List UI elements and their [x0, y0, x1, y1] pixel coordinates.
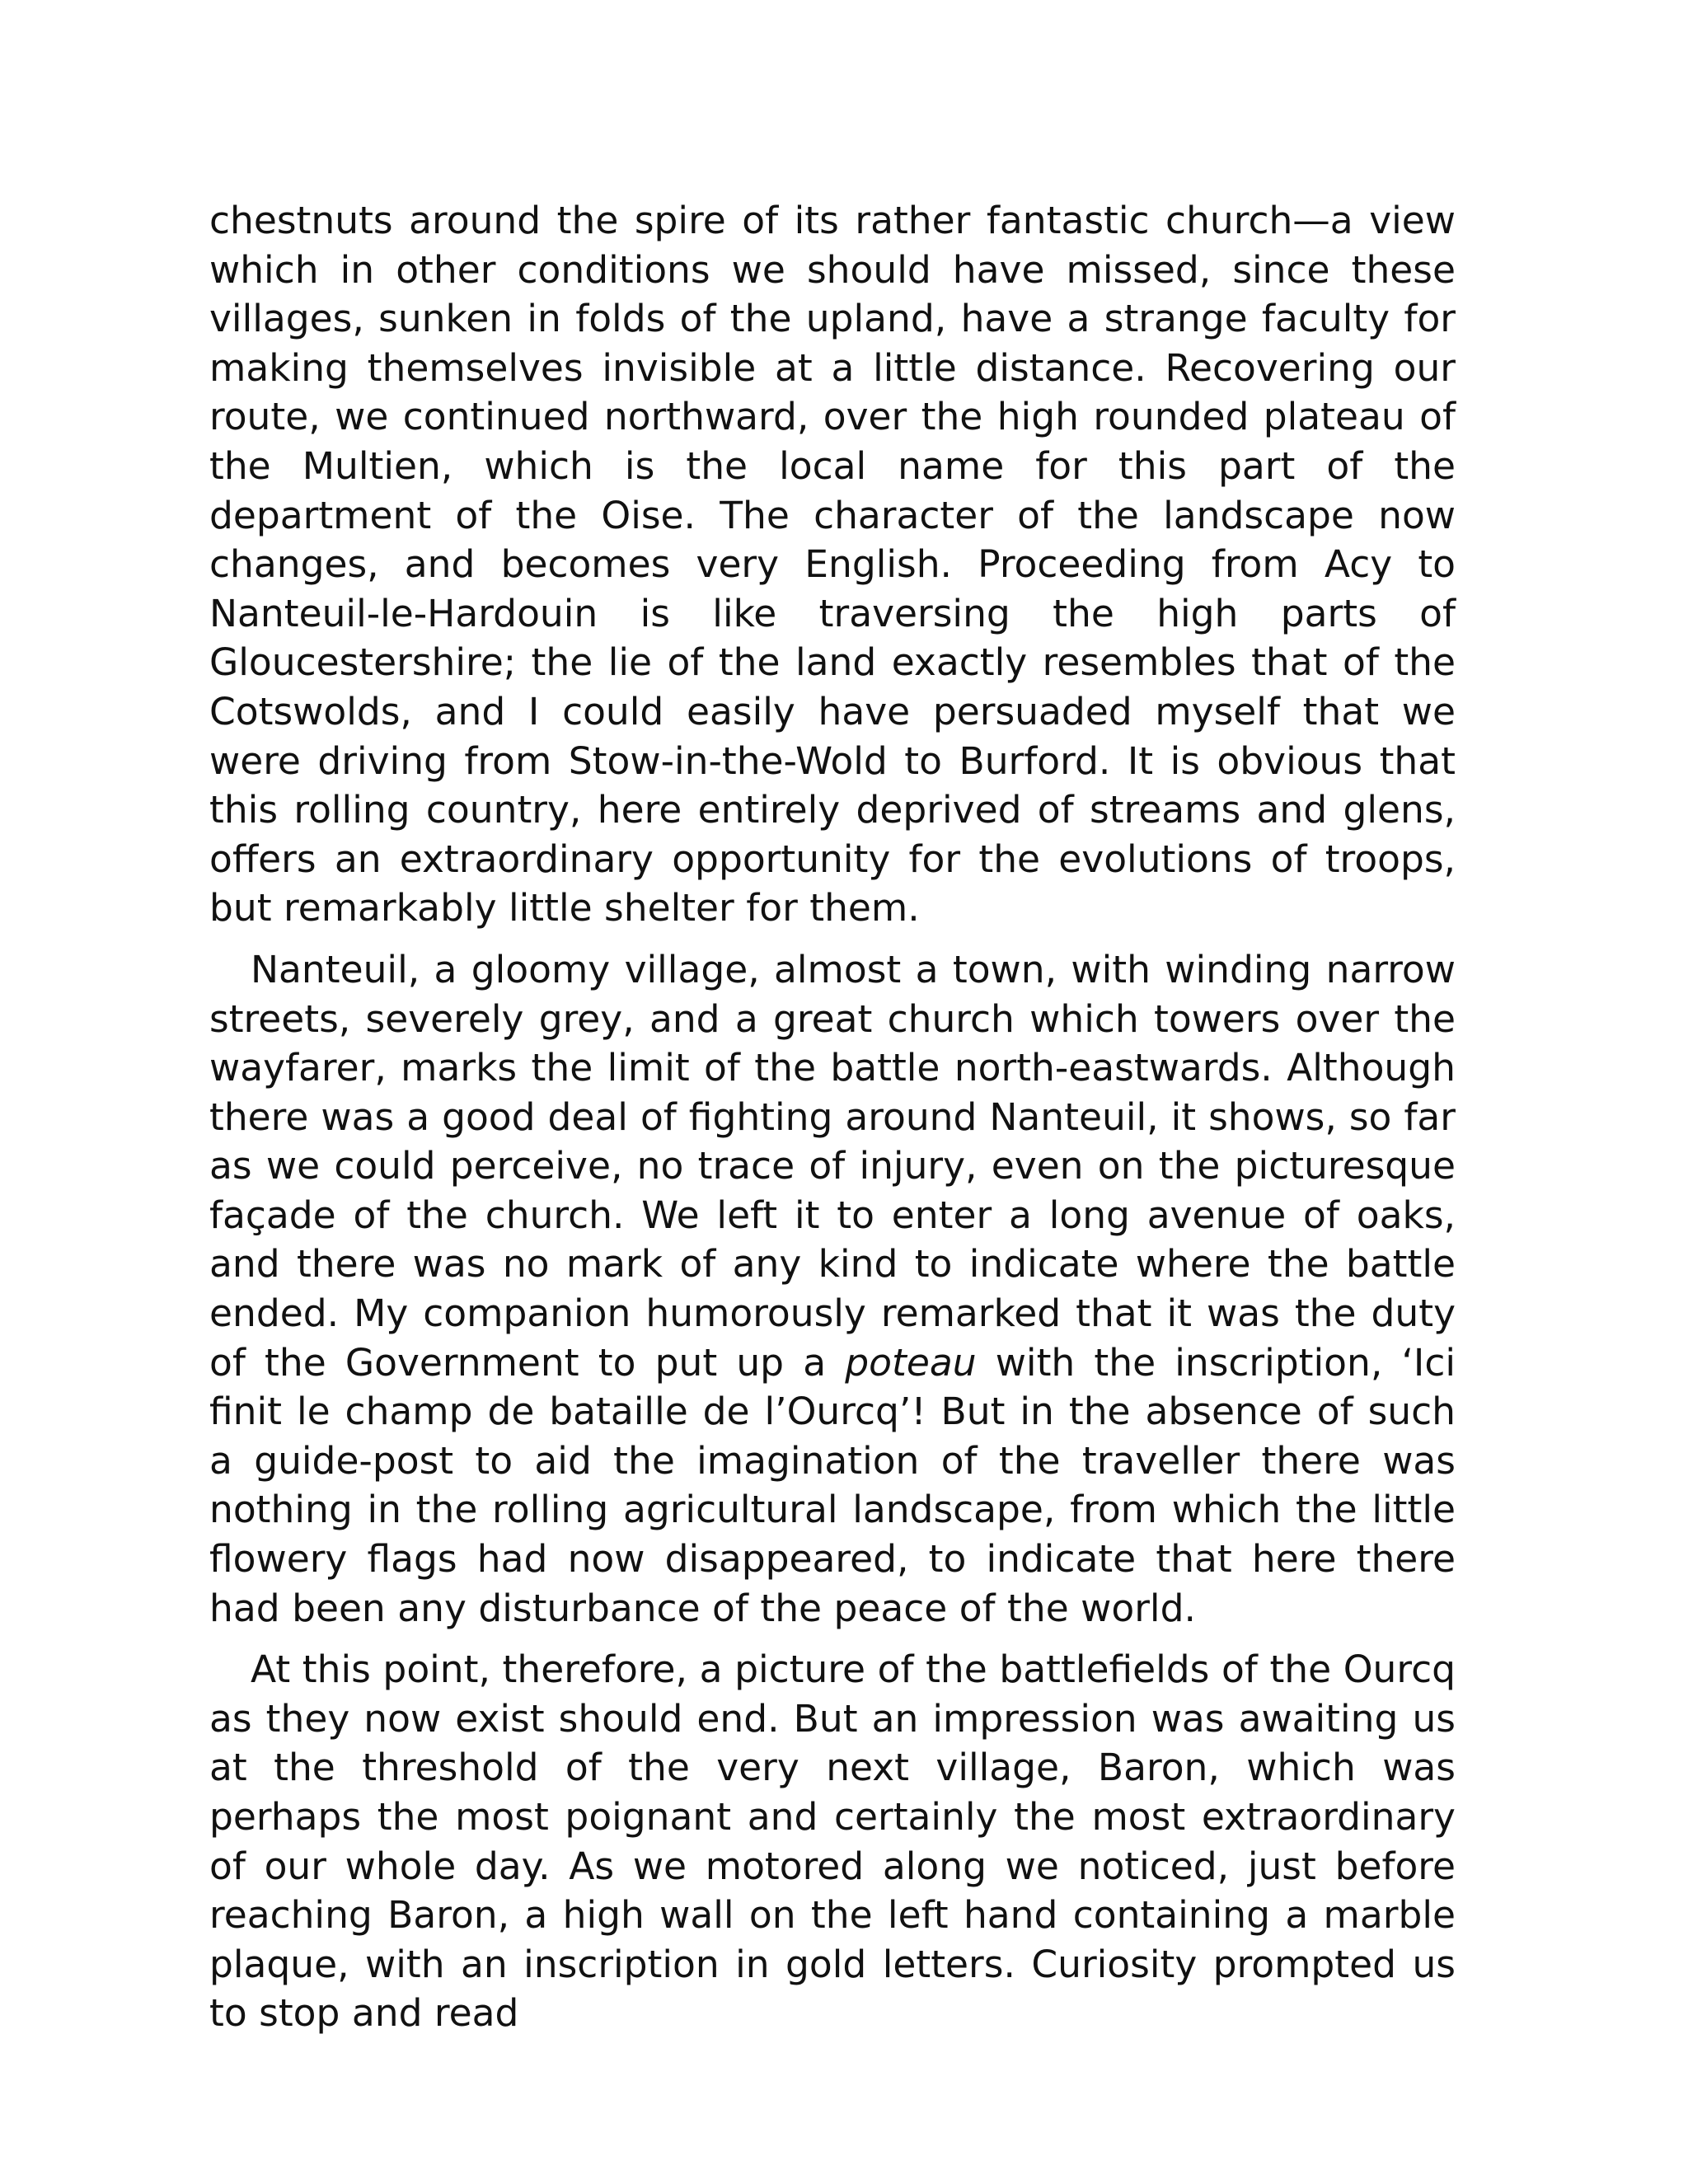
paragraph-2-text-start: Nanteuil, a gloomy village, almost a town, with winding narrow streets, severely grey, and a great church which towers over the wayfarer, marks the limit of the battle north-eastwards. Although there was a good deal of fighting around Nanteuil, it shows, so far as we could perceive, no trace of injury, even on the picturesque façade of the church. We left it to enter a long avenue of oaks, and there was no mark of any kind to indicate where the battle ended. My companion humorously remarked that it was the duty of the Government to put up a [209, 947, 1456, 1385]
paragraph-2-text-end: with the inscription, ‘Ici finit le champ de bataille de l’Ourcq’! But in the absence of such a guide-post to aid the imagination of the traveller there was nothing in the rolling agricultural landscape, from which the little flowery flags had now disappeared, to indicate that here there had been any disturbance of the peace of the world. [209, 1340, 1456, 1630]
paragraph-3-text: At this point, therefore, a picture of the battlefields of the Ourcq as they now exist should end. But an impression was awaiting us at the threshold of the very next village, Baron, which was perhaps the most poignant and certainly the most extraordinary of our whole day. As we motored along we noticed, just before reaching Baron, a high wall on the left hand containing a marble plaque, with an inscription in gold letters. Curiosity prompted us to stop and read [209, 1647, 1456, 2036]
paragraph-3 [209, 1645, 1456, 2038]
paragraph-1-text: chestnuts around the spire of its rather fantastic church—a view which in other conditions we should have missed, since these villages, sunken in folds of the upland, have a strange faculty for making themselves invisible at a little distance. Recovering our route, we continued northward, over the high rounded plateau of the Multien, which is the local name for this part of the department of the Oise. The character of the landscape now changes, and becomes very English. Proceeding from Acy to Nanteuil-le-Hardouin is like traversing the high parts of Gloucestershire; the lie of the land exactly resembles that of the Cotswolds, and I could easily have persuaded myself that we were driving from Stow-in-the-Wold to Burford. It is obvious that this rolling country, here entirely deprived of streams and glens, offers an extraordinary opportunity for the evolutions of troops, but remarkably little shelter for them. [209, 199, 1456, 930]
document-page [209, 196, 1456, 2038]
paragraph-1 [209, 196, 1456, 933]
paragraph-2 [209, 945, 1456, 1633]
italic-word-poteau: poteau [845, 1340, 977, 1385]
